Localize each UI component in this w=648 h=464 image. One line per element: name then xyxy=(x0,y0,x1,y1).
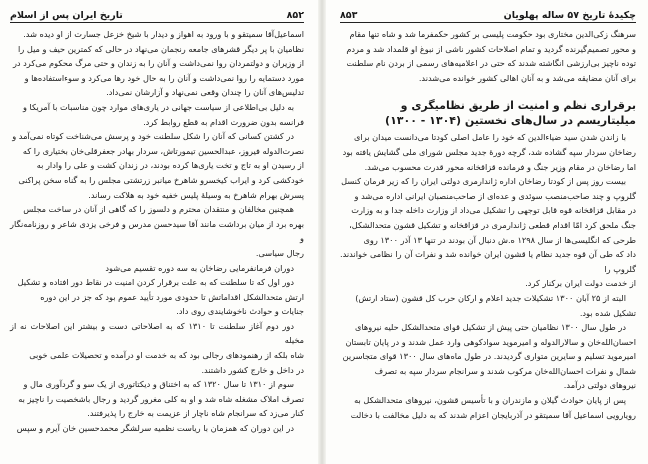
left-line: ارتش متحدالشکل اقداماتش تا حدودی مورد تأیید عموم بود که جز در این دوره xyxy=(40,291,304,302)
left-line: مورد دستمایه را روا نمی‌داشت و آنان را به حال خود رها می‌کرد و سوءاستفاده‌ها و xyxy=(24,72,304,83)
left-line: از وزیران و دولتمردان روا نمی‌داشت و آنان را به زندان و حتی مرگ محکوم می‌کرد در xyxy=(12,58,304,69)
left-line: اسماعیل‌آقا سمیتقو و با ورود به اهواز و دیدار با شیخ خزعل جسارت از او دیده شد. xyxy=(23,29,304,39)
left-line: بهره برد از میان برداشت مانند آقا سیدحسن مدرس و فرخی یزدی شاعر و روزنامه‌نگار و xyxy=(10,218,304,244)
left-line: به دلیل بی‌اطلاعی از سیاست جهانی در یاری‌های موارد چون مناسبات با آمریکا و xyxy=(22,101,294,112)
left-line: جنایات و حوادث ناخوشایندی روی داد. xyxy=(176,306,304,317)
book-gutter xyxy=(318,0,326,464)
right-line: طرحی که انگلیسی‌ها از سال ۱۲۹۸ ه.ش دنبال آن بودند در تنها ۱۳ آذر ۱۳۰۰ روی xyxy=(363,234,636,245)
right-header-title: چکیدهٔ تاریخ ۵۷ ساله پهلویان xyxy=(503,9,636,21)
right-line: البته از ۲۵ آبان ۱۳۰۰ تشکیلات جدید اعلام و ارکان حرب کل قشون (ستاد ارتش) xyxy=(355,292,626,303)
left-line: شاه بلکه از رهنمودهای رجالی بود که به خدمت او درآمده و تحصیلات علمی خوبی xyxy=(29,350,304,361)
right-body-bottom xyxy=(340,130,636,422)
right-page xyxy=(326,0,648,464)
left-line: نظامیان با پر دیگر قشرهای جامعه رنجمان می‌نهاد در حالی که کمترین حیف و میل را xyxy=(18,43,304,54)
left-line: پسرش بهرام شاهرخ به وسیلهٔ پلیس خفیه خود به هلاکت رساند. xyxy=(88,189,304,200)
right-line: امیرموید تسلیم و سایرین متواری گردیدند. در طول ماه‌های سال ۱۳۰۰ قوای متجاسرین xyxy=(342,351,636,362)
left-running-header xyxy=(10,8,304,23)
right-line: جنگ ملحق کرد امّا اقدام قطعی ژاندارمری در قزاقخانه و تشکیل قشون متحدالشکل، xyxy=(349,219,636,230)
right-line: و محور تصمیم‌گیرنده گردید و تمام اصلاحات کشور ناشی از نبوغ او قلمداد شد و مردم xyxy=(346,43,636,54)
right-page-number: ۸۵۳ xyxy=(340,9,358,21)
right-line: با زاندن شدن سید ضیاءالدین که خود را عامل اصلی کودتا می‌دانست میدان برای xyxy=(354,132,626,143)
right-line: در مقابل قزاقخانه قوه قابل توجهی را تشکیل می‌داد از وزارت داخله جدا و به وزارت xyxy=(351,205,636,216)
left-line: دوران فرمانفرمایی رضاخان به سه دوره تقسیم می‌شود xyxy=(105,262,294,273)
left-line: از رسیدن او به تاج و تخت یاری‌ها کرده بودند، در زندان کشت و علی را وادار به xyxy=(36,160,304,171)
right-running-header xyxy=(340,8,636,23)
right-line: گلروپ و چند صاحب‌منصب سوئدی و عده‌ای از صاحب‌منصبان ایرانی اداره می‌شد و xyxy=(354,190,636,201)
right-line: احسان‌الله‌خان و سالارالدوله و امیرموید سوادکوهی وارد عمل شدند و در پایان تابستان xyxy=(345,336,636,347)
right-line: اما رضاخان در مقام وزیر جنگ و فرمانده قزاقخانه محور قدرت محسوب می‌شد. xyxy=(364,161,636,172)
right-line: رضاخان سردار سپه گشاده شد، گرچه دورهٔ جدید مجلس شورای ملی گشایش یافته بود xyxy=(342,146,636,157)
right-line: توده ناچیز بی‌ارزشی انگاشته شدند که حتی در اعلامیه‌های رسمی از بردن نام سلطنت xyxy=(346,58,636,69)
right-line: بیست روز پس از کودتا رضاخان اداره ژاندارمری دولتی ایران را که زیر فرمان کنسل xyxy=(341,176,626,187)
right-line: از خدمت دولت ایران برکنار کرد. xyxy=(525,278,636,289)
left-page xyxy=(0,0,318,464)
left-body xyxy=(10,27,304,436)
left-line: نصرت‌الدوله فیروز، عبدالحسین تیمورتاش، سردار بهادر جعفرقلی‌خان بختیاری را که xyxy=(22,145,304,156)
left-line: در داخل و خارج کشور داشتند. xyxy=(201,364,304,375)
left-line: همچنین مخالفان و منتقدان محترم و دلسوز را که گاهی از آنان در ساخت مجلس xyxy=(23,204,294,215)
left-line: خودکشی کرد و ایراب کیخسرو شاهرخ میانبر زرتشتی مجلس را به گناه سخن پراکنی xyxy=(18,174,304,185)
left-line: در این دوران که همزمان با ریاست نظمیه سرلشگر محمدحسین خان آیرم و سپس xyxy=(16,423,294,434)
right-line: رویارویی اسماعیل آقا سمیتقو در آذربایجان اعزام شدند که به دلیل مخالفت با دخالت xyxy=(350,409,636,420)
right-line: سرهنگ زکی‌الدین مختاری بود حکومت پلیسی بر کشور حکمفرما شد و شاه تنها مقام xyxy=(349,29,636,39)
right-line: پس از پایان حوادث گیلان و مازندران و با تأسیس قشون، نیروهای متحدالشکل به xyxy=(354,395,626,406)
right-line: برای آنان مضایقه می‌شد و به آنان اهالی کشور خوانده می‌شدند. xyxy=(418,72,636,83)
right-line: در طول سال ۱۳۰۰ نظامیان حتی پیش از تشکیل قوای متحدالشکل حلیه نیروهای xyxy=(355,322,626,333)
right-line: شمال و نفرات احسان‌الله‌خان مرکوب شدند و سرانجام سردار سپه به تصرف xyxy=(374,365,636,376)
left-line: دور اول که تا سلطنت که به علت برقرار کردن امنیت در نقاط دور افتاده و تشکیل xyxy=(17,277,294,288)
left-line: کنار می‌زد که سرانجام شاه ناچار از عزیمت به خارج را پذیرفتند. xyxy=(87,408,304,419)
left-line: تصرف املاک مشغله شاه شد و او به کلی مغرور گردید و رجال باشخصیت را ناچیز به xyxy=(18,393,304,404)
left-header-title: تاریخ ایران پس از اسلام xyxy=(10,9,123,21)
left-line: سوم از ۱۳۱۰ تا سال ۱۳۲۰ که به اختناق و دیکتاتوری از یک سو و گردآوری مال و xyxy=(23,379,294,390)
left-line: فرانسه بدون ضرورت اقدام به قطع روابط کرد. xyxy=(143,116,304,127)
left-line: تدلیس‌های آنان را چندان وقعی نمی‌نهاد و آزارشان نمی‌داد. xyxy=(106,87,304,98)
right-line: نیروهای دولتی درآمد. xyxy=(563,380,636,391)
left-page-number: ۸۵۲ xyxy=(286,9,304,21)
left-line: در کشتن کسانی که آنان را شکل سلطنت خود و پرسش می‌شناخت کوتاه نمی‌آمد و xyxy=(12,131,294,142)
right-line: داد که طی آن قوه جدید نظام یا قشون ایران خوانده شد و نفرات آن را نظامی خواندند. گلروپ را xyxy=(340,249,636,274)
right-body-top xyxy=(340,27,636,85)
section-heading: برقراری نظم و امنیت از طریق نظامیگری و میلیتاریسم در سال‌های نخستین (۱۳۰۴ - ۱۳۰۰) xyxy=(385,99,636,128)
left-line: دور دوم آغاز سلطنت تا ۱۳۱۰ که به اصلاحاتی دست و بیشتر این اصلاحات نه از مخیله xyxy=(10,320,304,346)
right-line: تشکیل شده بود. xyxy=(579,307,636,318)
left-line: رجال سیاسی. xyxy=(255,247,304,258)
